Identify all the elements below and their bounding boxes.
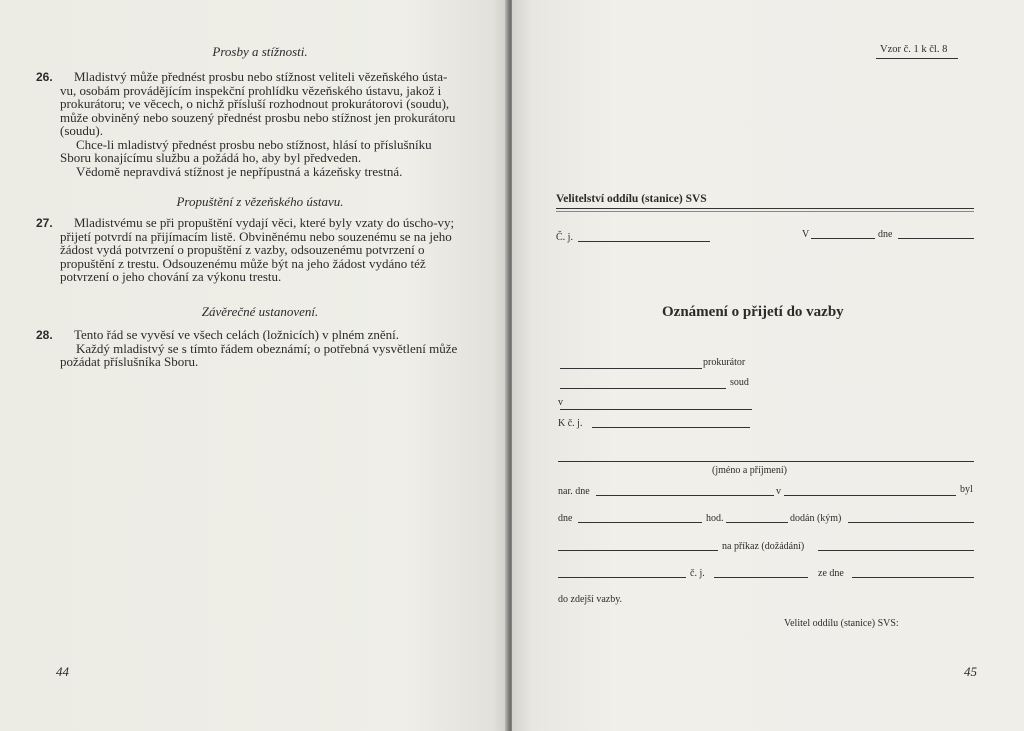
notice-title: Oznámení o přijetí do vazby: [662, 304, 844, 320]
place-field-2[interactable]: [560, 409, 752, 410]
paragraph-27-text-1: Mladistvému se při propuštění vydají věci, které byly vzaty do úscho-vy; přijetí potvrdí na přijímacím listě. Obviněnému nebo souzenému se na jeho žádost vydá potvrzení o propuštění z vazby, odsouzenému potvrzení o propuštění z trestu. Odsouzenému může být na jeho žádost vydáno též potvrzení o jeho chování za výkonu trestu.: [60, 215, 455, 284]
name-caption: (jméno a příjmení): [712, 465, 787, 476]
place-field[interactable]: [811, 238, 875, 239]
section-heading-release: Propuštění z vězeňského ústavu.: [176, 194, 344, 209]
paragraph-number-26: 26.: [36, 70, 53, 84]
was-label: byl: [960, 484, 973, 495]
paragraph-26-text-3: Vědomě nepravdivá stížnost je nepřípustná a kázeňsky trestná.: [76, 163, 403, 179]
paragraph-28: [60, 328, 460, 369]
right-page: [512, 0, 1024, 731]
paragraph-28-text-2: Každý mladistvý se s tímto řádem obeznámí; o potřebná vysvětlení může požádat příslušníka Sboru.: [60, 340, 458, 369]
paragraph-26-text-2: Chce-li mladistvý přednést prosbu nebo stížnost, hlásí to příslušníku Sboru konajícímu službu a požádá ho, aby byl předveden.: [60, 136, 432, 165]
delivered-by-label: dodán (kým): [790, 513, 842, 524]
court-field[interactable]: [560, 388, 726, 389]
reference-number-field-2[interactable]: [714, 577, 808, 578]
paragraph-28-text-1: Tento řád se vyvěsí ve všech celách (ložnicích) v plném znění.: [74, 327, 400, 342]
date-field[interactable]: [898, 238, 974, 239]
issuer-field[interactable]: [558, 577, 686, 578]
reference-number-label-2: č. j.: [690, 568, 705, 579]
section-heading-final: Závěrečné ustanovení.: [201, 304, 319, 319]
paragraph-number-28: 28.: [36, 328, 53, 342]
delivered-by-field[interactable]: [848, 522, 974, 523]
paragraph-27: [60, 216, 460, 284]
hour-field[interactable]: [726, 522, 788, 523]
to-reference-field[interactable]: [592, 427, 750, 428]
form-reference: Vzor č. 1 k čl. 8: [880, 44, 948, 55]
commander-signature-label: Velitel oddílu (stanice) SVS:: [784, 618, 899, 629]
paragraph-26: [60, 70, 460, 178]
day-field[interactable]: [578, 522, 702, 523]
day-label: dne: [558, 513, 573, 524]
reference-number-field[interactable]: [578, 241, 710, 242]
prosecutor-field[interactable]: [560, 368, 702, 369]
order-field-2[interactable]: [818, 550, 974, 551]
hour-label: hod.: [706, 513, 724, 524]
court-label: soud: [730, 377, 749, 388]
custody-label: do zdejší vazby.: [558, 594, 623, 605]
to-reference-label: K č. j.: [558, 418, 583, 429]
birth-date-field[interactable]: [596, 495, 774, 496]
form-reference-underline: [876, 58, 958, 59]
order-field[interactable]: [558, 550, 718, 551]
order-label: na příkaz (dožádání): [722, 541, 805, 552]
paragraph-number-27: 27.: [36, 216, 53, 230]
from-date-field[interactable]: [852, 577, 974, 578]
authority-heading: Velitelství oddílu (stanice) SVS: [556, 193, 707, 205]
date-label: dne: [878, 229, 893, 240]
birth-date-label: nar. dne: [558, 486, 590, 497]
page-number-right: 45: [964, 664, 977, 679]
birth-place-label: v: [776, 486, 781, 497]
from-date-label: ze dne: [818, 568, 844, 579]
reference-number-label: Č. j.: [556, 232, 573, 243]
birth-place-field[interactable]: [784, 495, 956, 496]
prosecutor-label: prokurátor: [703, 357, 746, 368]
left-page: [0, 0, 508, 731]
paragraph-26-text-1: Mladistvý může přednést prosbu nebo stížnost veliteli vězeňského ústa-vu, osobám provádějícím inspekční prohlídku vězeňského ústavu, jakož i prokurátoru; ve věcech, o nichž přísluší rozhodnout prokurátorovi (soudu), může obviněný nebo souzený přednést prosbu nebo stížnost jen prokurátoru (soudu).: [60, 69, 456, 138]
place-label-2: v: [558, 397, 563, 408]
authority-underline-2: [556, 211, 974, 212]
authority-underline: [556, 208, 974, 209]
name-field[interactable]: [558, 461, 974, 462]
place-label: V: [802, 229, 810, 240]
section-heading-requests: Prosby a stížnosti.: [212, 44, 308, 59]
page-number-left: 44: [56, 664, 69, 679]
